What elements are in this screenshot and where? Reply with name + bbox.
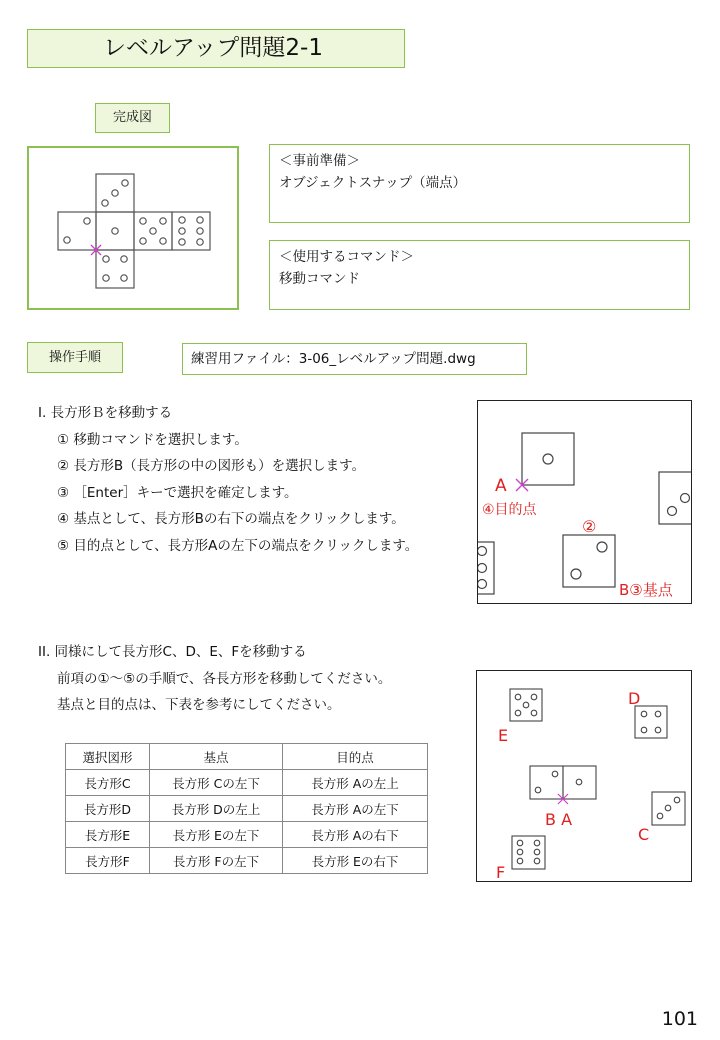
completed-figure-label: 完成図 [95,103,170,133]
commands-heading: ＜使用するコマンド＞ [279,249,414,265]
move-diagram-2 [476,670,692,882]
page-title: レベルアップ問題2-1 [27,29,405,68]
section-1-heading: I. 長方形Ｂを移動する [38,405,173,421]
table-cell: 長方形F [66,848,150,874]
section-2-line-1: 前項の①～⑤の手順で、各長方形を移動してください。 [57,670,392,687]
preparation-box [269,144,690,223]
step-4: ④ 基点として、長方形Bの右下の端点をクリックします。 [57,511,405,527]
step-1: ① 移動コマンドを選択します。 [57,431,248,448]
label-base-point: B③基点 [619,581,673,599]
practice-file-name: 練習用ファイル：3-06_レベルアップ問題.dwg [182,343,527,375]
table-cell: 長方形D [66,796,150,822]
section-2-line-2: 基点と目的点は、下表を参考にしてください。 [57,697,341,713]
rectangle-a [522,433,574,485]
table-cell: 長方形 Aの右下 [283,822,428,848]
rectangle-c [652,792,685,825]
table-header-row [66,744,428,770]
table-row [66,822,428,848]
commands-text: 移動コマンド [279,271,360,287]
procedure-label: 操作手順 [27,342,123,373]
header-cell: 目的点 [283,744,428,770]
table-row [66,770,428,796]
rectangle-right-edge [659,472,691,524]
commands-box [269,240,690,310]
table-cell: 長方形 Aの左上 [283,770,428,796]
section-1 [38,400,418,559]
net-face-4 [172,212,210,250]
reference-table [65,743,428,874]
net-face-1 [58,212,96,250]
label-step-2: ② [582,517,597,536]
net-face-2 [96,212,134,250]
label-b-a: B A [545,810,573,829]
label-c: C [638,825,650,844]
table-cell: 長方形 Cの左下 [150,770,283,796]
step-2: ② 長方形B（長方形の中の図形も）を選択します。 [57,458,366,474]
label-e: E [498,726,509,745]
rectangle-d [635,706,667,738]
step-3: ③ ［Enter］キーで選択を確定します。 [57,484,298,501]
rectangle-b [563,535,615,587]
completed-figure [27,146,239,310]
preparation-heading: ＜事前準備＞ [279,153,360,169]
table-row [66,796,428,822]
label-d: D [628,689,641,708]
table-row [66,848,428,874]
table-cell: 長方形C [66,770,150,796]
table-cell: 長方形E [66,822,150,848]
label-a: A [495,476,507,496]
rectangle-e [510,689,542,721]
net-face-3 [134,212,172,250]
header-cell: 選択図形 [66,744,150,770]
table-cell: 長方形 Fの左下 [150,848,283,874]
table-cell: 長方形 Eの右下 [283,848,428,874]
section-2 [38,639,391,719]
net-top-face [96,174,134,212]
header-cell: 基点 [150,744,283,770]
page-number: 101 [661,1008,698,1030]
section-2-heading: II. 同様にして長方形C、D、E、Fを移動する [38,644,307,660]
label-f: F [496,863,506,881]
step-5: ⑤ 目的点として、長方形Aの左下の端点をクリックします。 [57,537,419,554]
move-diagram-1 [477,400,692,604]
table-cell: 長方形 Eの左下 [150,822,283,848]
table-cell: 長方形 Aの左下 [283,796,428,822]
preparation-text: オブジェクトスナップ（端点） [279,175,467,191]
net-bottom-face [96,250,134,288]
label-destination-point: ④目的点 [482,502,537,518]
table-cell: 長方形 Dの左上 [150,796,283,822]
dice-net-figure [29,148,237,308]
